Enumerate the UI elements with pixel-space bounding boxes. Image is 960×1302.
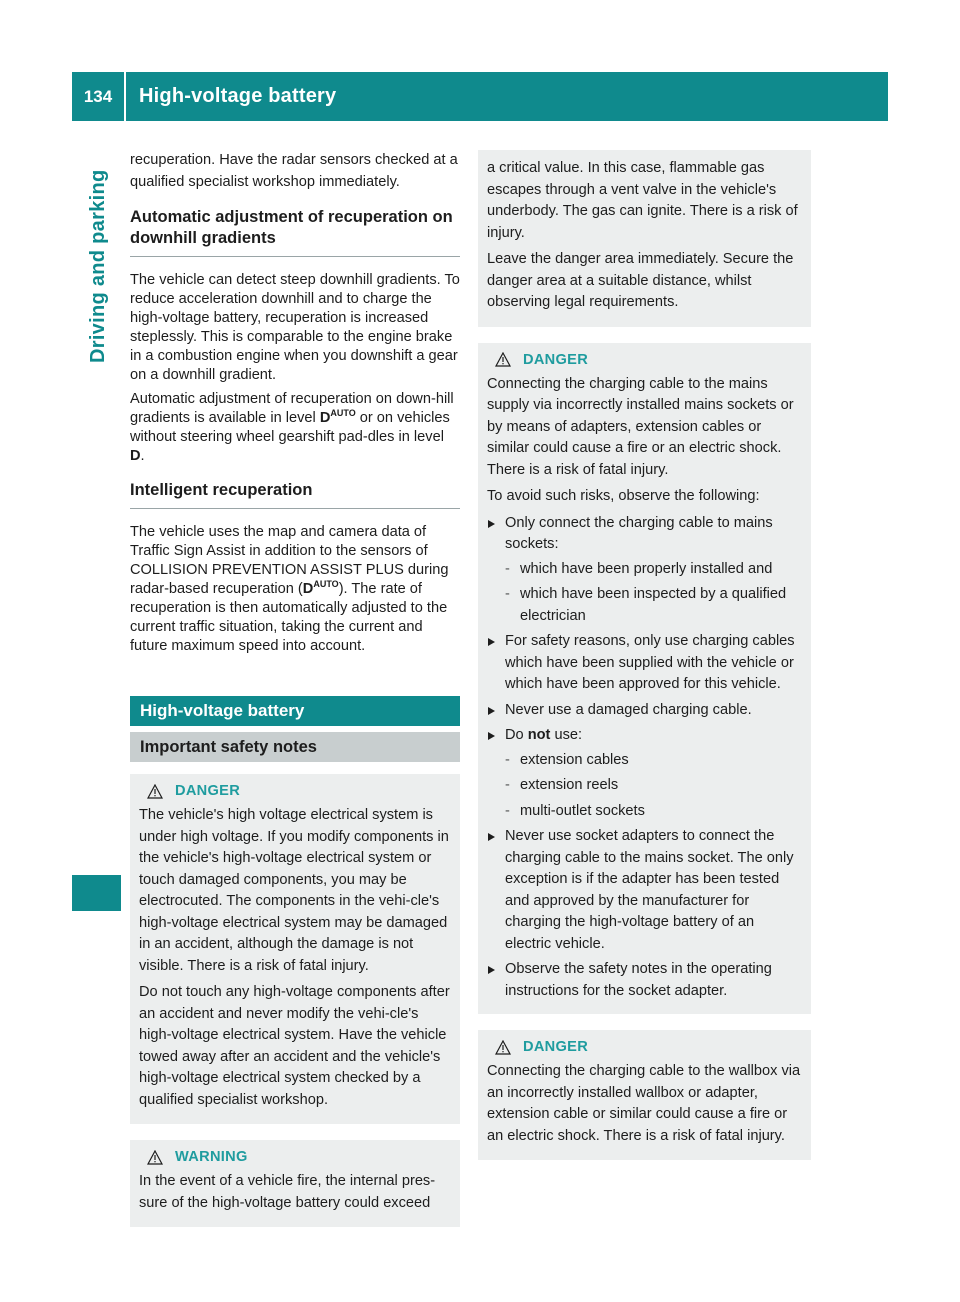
list-item: Never use socket adapters to connect the charging cable to the mains socket. The only exception is if the adapter has been tested and approved by the manufacturer for charging the high-voltage battery of an electric vehicle. (487, 826, 802, 955)
warning-triangle-icon (495, 1040, 511, 1055)
intel-paragraph: The vehicle uses the map and camera data of Traffic Sign Assist in addition to the sensors of COLLISION PREVENTION ASSIST PLUS during radar-based recuperation $(D^{AUTO})$. The rate of recuperation is then automatically adjusted to the current traffic situation, taking the current and future maximum speed into account. (130, 524, 449, 654)
danger-title: DANGER (523, 351, 589, 368)
danger-title: DANGER (523, 1039, 589, 1055)
auto-paragraph-1: The vehicle can detect steep downhill gradients. To reduce acceleration downhill and to charge the high-voltage battery, recuperation is increased steplessly. This is comparable to the engine brake in a combustion engine when you downshift a gear on a downhill gradient. (130, 272, 460, 383)
list-item: Never use a damaged charging cable. (487, 700, 802, 722)
danger-box-1 (130, 774, 460, 1124)
list-item: - multi-outlet sockets (505, 801, 802, 823)
continued-paragraph-1: a critical value. In this case, flammable gas escapes through a vent valve in the vehicle's underbody. The gas can ignite. There is a risk of injury. (487, 160, 798, 241)
list-item: - extension cables (505, 750, 802, 772)
warning-triangle-icon (495, 352, 511, 367)
auto-section (130, 271, 460, 466)
page-number: 134 (83, 86, 113, 106)
danger-box-3 (478, 1030, 811, 1160)
list-item: Observe the safety notes in the operating instructions for the socket adapter. (487, 959, 802, 1002)
side-tab-marker (72, 875, 121, 911)
intel-section (130, 523, 460, 656)
danger-title: DANGER (175, 783, 241, 799)
chapter-label: Driving and parking (87, 169, 109, 363)
list-item: Do not use: - extension cables - extension reels - multi-outlet sockets (487, 725, 802, 822)
page-title: High-voltage battery (139, 85, 337, 107)
auto-paragraph-2: Automatic adjustment of recuperation on down-hill gradients is available in level $D^{AUTO}$ or on vehicles without steering wheel gearshift pad-dles in level D. (130, 391, 454, 464)
danger2-bullet-list (487, 513, 802, 1003)
danger2-paragraph-2: To avoid such risks, observe the following: (487, 488, 760, 504)
sub-bar-safety-notes: Important safety notes (130, 732, 460, 762)
heading-automatic-adjustment: Automatic adjustment of recuperation on downhill gradients (130, 207, 460, 257)
warning-triangle-icon (147, 1150, 163, 1165)
danger-box-2 (478, 343, 811, 1015)
continued-paragraph-2: Leave the danger area immediately. Secure the danger area at a suitable distance, whilst observing legal requirements. (487, 251, 794, 310)
warning-box (130, 1140, 460, 1227)
warning-title: WARNING (175, 1149, 248, 1165)
warning-box-continued (478, 150, 811, 327)
section-bar-high-voltage: High-voltage battery (130, 696, 460, 726)
left-column (130, 150, 460, 1227)
list-item: For safety reasons, only use charging cables which have been supplied with the vehicle or which have been approved for this vehicle. (487, 631, 802, 696)
list-item: - which have been inspected by a qualified electrician (505, 584, 802, 627)
heading-intelligent-recuperation: Intelligent recuperation (130, 480, 460, 509)
danger2-paragraph-1: Connecting the charging cable to the mains supply via incorrectly installed mains sockets or by means of adapters, extension cables or similar could cause a fire or an electric shock. There is a risk of fatal injury. (487, 375, 794, 478)
intro-paragraph: recuperation. Have the radar sensors checked at a qualified specialist workshop immediately. (130, 152, 458, 190)
list-item: Only connect the charging cable to mains sockets: - which have been properly installed and - which have been inspected by a qualified electrician (487, 513, 802, 628)
right-column (478, 150, 811, 1160)
danger-paragraph-1: The vehicle's high voltage electrical system is under high voltage. If you modify components in the vehicle's high-voltage electrical system or touch damaged components, you may be electrocuted. The components in the vehi-cle's high-voltage electrical system may be damaged in an accident, although the damage is not visible. There is a risk of fatal injury. (139, 807, 449, 974)
warning-paragraph: In the event of a vehicle fire, the internal pres-sure of the high-voltage battery could exceed (139, 1173, 436, 1211)
danger-paragraph-2: Do not touch any high-voltage components after an accident and never modify the vehi-cle's high-voltage electrical system. Have the vehicle towed away after an accident and the vehicle's high-voltage electrical system checked by a qualified specialist workshop. (139, 984, 450, 1108)
page-header (72, 72, 888, 121)
list-item: - extension reels (505, 775, 802, 797)
warning-triangle-icon (147, 784, 163, 799)
danger3-paragraph: Connecting the charging cable to the wallbox via an incorrectly installed wallbox or adapter, extension cable or similar could cause a fire or an electric shock. There is a risk of fatal injury. (487, 1063, 801, 1144)
list-item: - which have been properly installed and (505, 559, 802, 581)
